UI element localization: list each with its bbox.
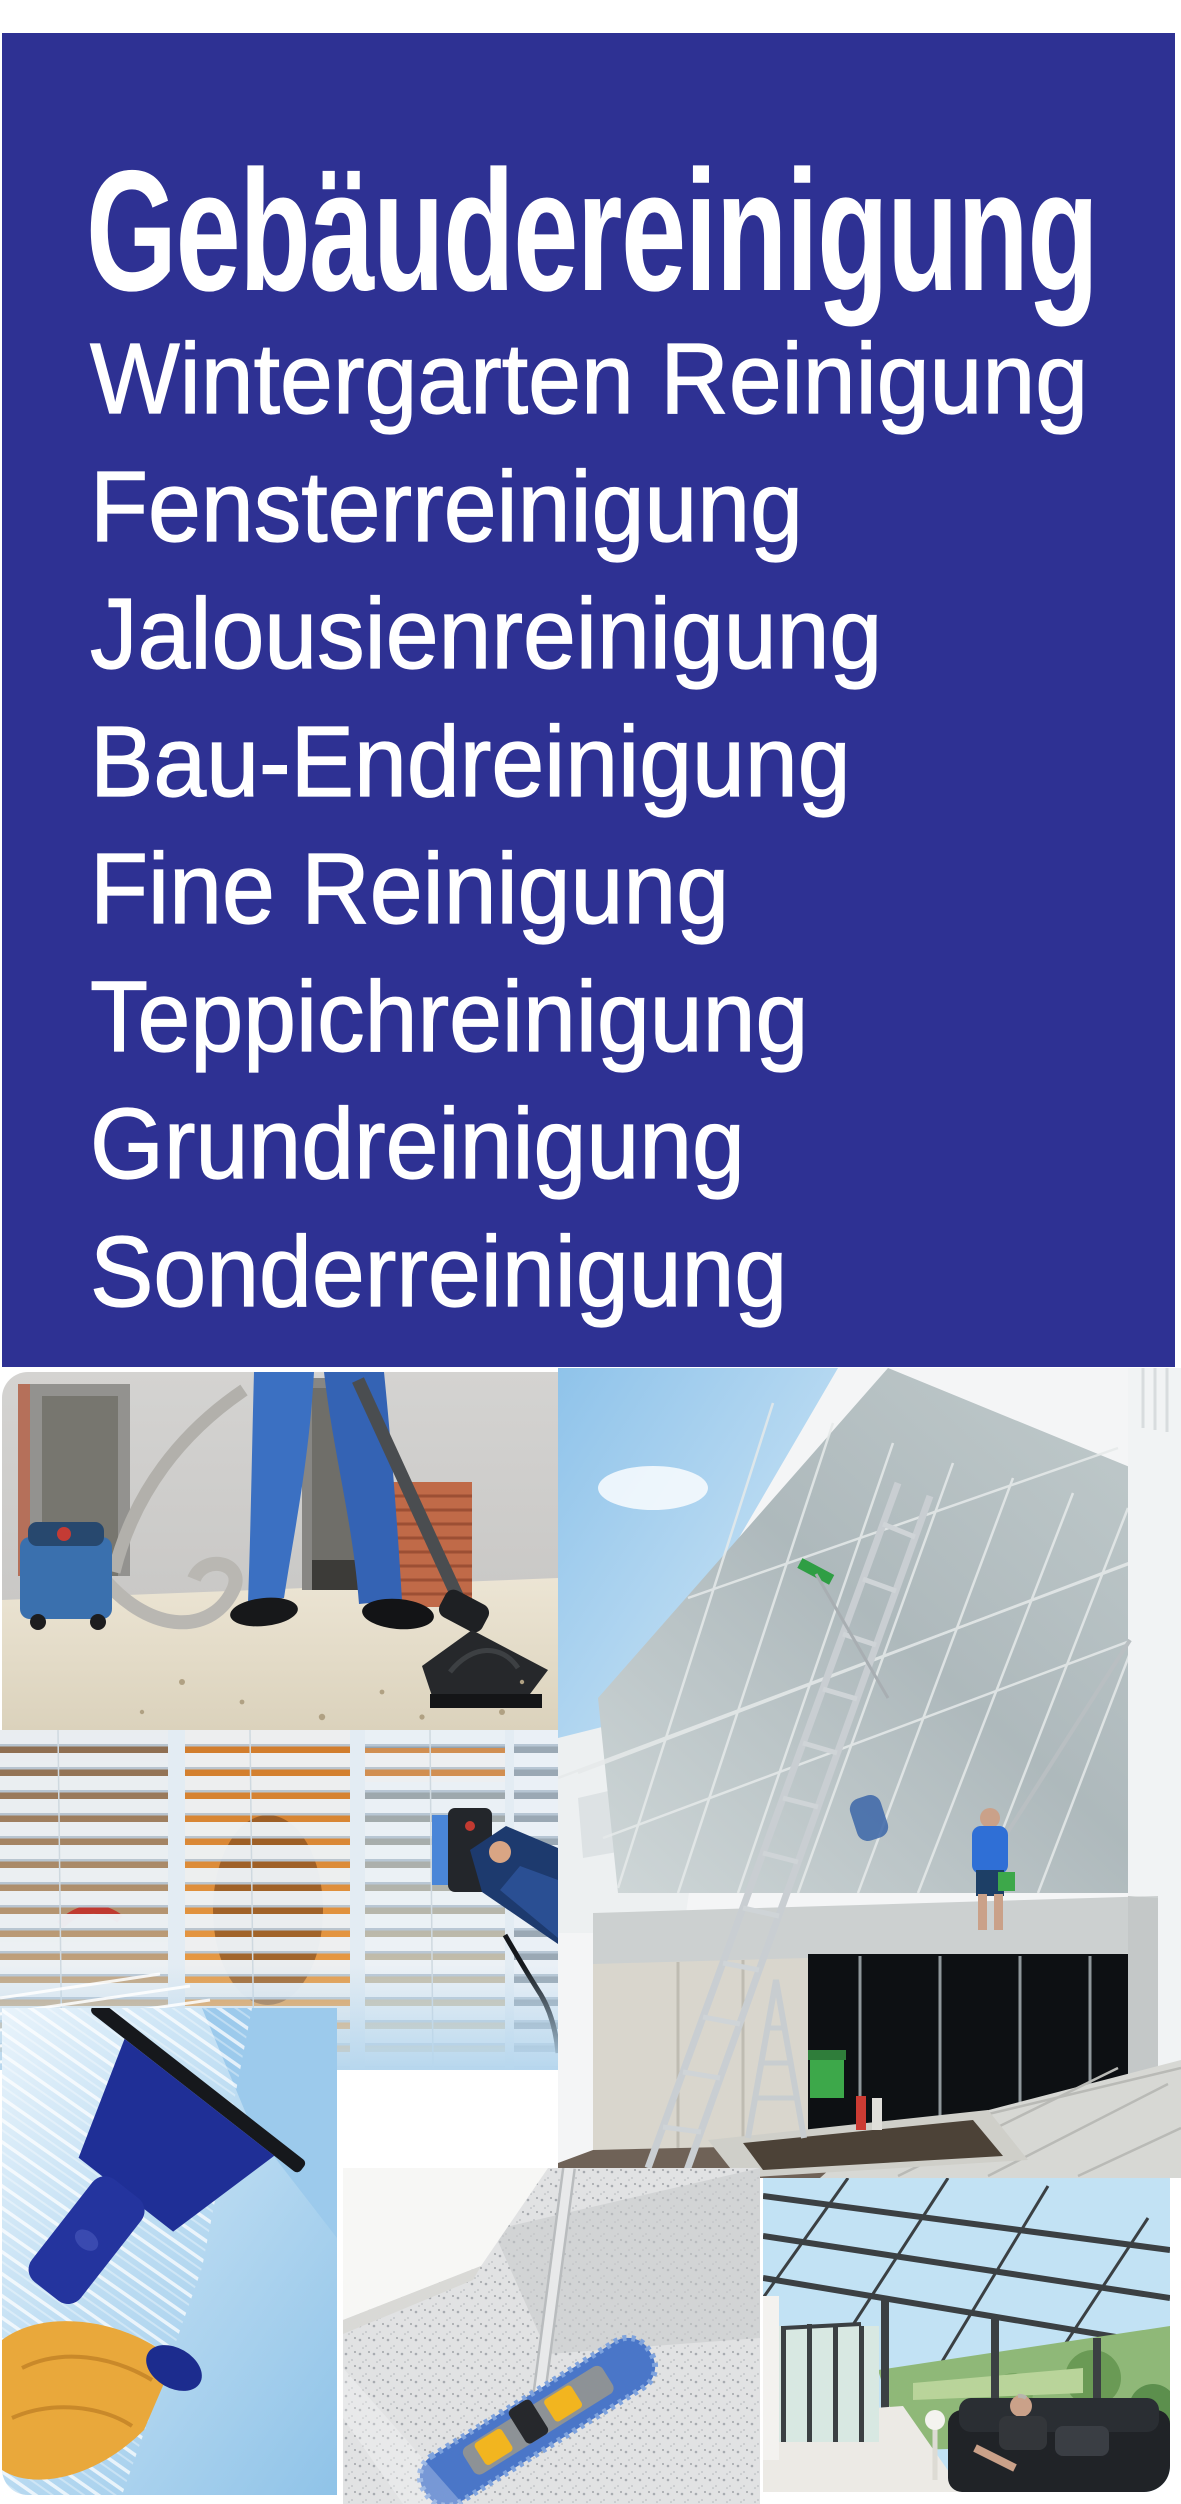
photo-glass-facade-cleaning — [558, 1368, 1181, 2178]
photo-window-squeegee — [2, 2008, 337, 2495]
service-item-bau-end: Bau-Endreinigung — [90, 705, 851, 818]
service-item-jalousien: Jalousienreinigung — [90, 578, 883, 690]
service-item-fine: Fine Reinigung — [90, 833, 730, 945]
page-title: Gebäudereinigung — [86, 135, 1098, 327]
service-item-fenster: Fensterreinigung — [90, 450, 803, 563]
service-item-wintergarten: Wintergarten Reinigung — [90, 323, 1089, 435]
service-item-sonder: Sonderreinigung — [90, 1215, 788, 1328]
photo-floor-mopping — [343, 2168, 760, 2504]
photo-winter-garden — [763, 2178, 1170, 2492]
photo-construction-vacuum — [2, 1372, 558, 1730]
service-item-grund: Grundreinigung — [90, 1088, 745, 1200]
service-item-teppich: Teppichreinigung — [90, 960, 809, 1073]
service-list — [90, 316, 1141, 1336]
service-banner — [2, 33, 1175, 1367]
